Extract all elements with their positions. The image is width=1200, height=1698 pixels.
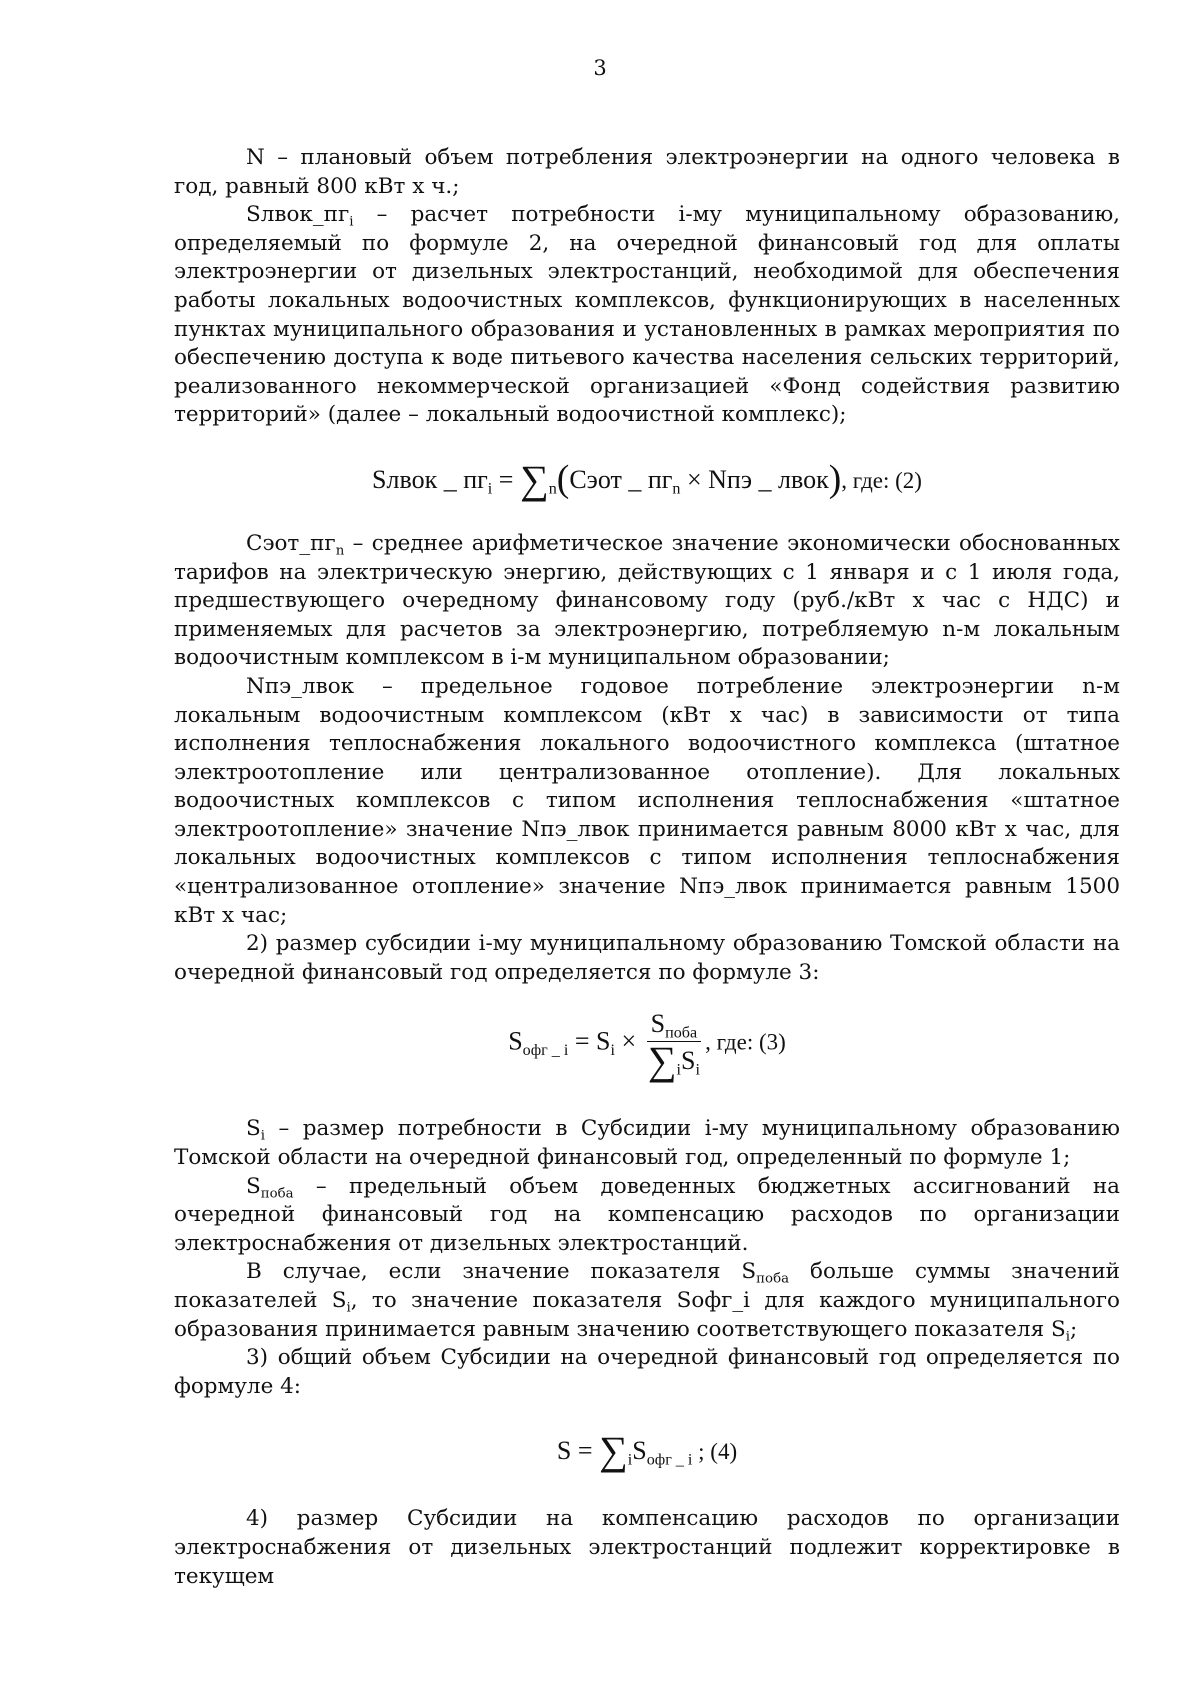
- formula-3-lhs-sub: офг _ i: [522, 1042, 569, 1060]
- formula-3-den-s: S: [681, 1046, 696, 1076]
- case-text-4: ;: [1069, 1316, 1078, 1342]
- formula-4-sum-sign: ∑: [599, 1428, 628, 1474]
- formula-4-sum-sub: i: [627, 1452, 633, 1470]
- paragraph-si-definition: [174, 1115, 1120, 1172]
- formula-3-num-s: S: [650, 1009, 666, 1039]
- formula-2-tail: , где: (2): [841, 467, 922, 493]
- formula-3-denominator: [647, 1038, 702, 1084]
- formula-3-tail: , где: (3): [705, 1029, 786, 1055]
- case-sub-2: i: [346, 1300, 351, 1316]
- document-body: [174, 144, 1120, 1591]
- case-sub-1: поба: [756, 1272, 790, 1288]
- formula-4-s-sub: офг _ i: [646, 1452, 693, 1470]
- slvok-symbol: Sлвок_пг: [246, 202, 350, 228]
- paragraph-item-3: 3) общий объем Субсидии на очередной финансовый год определяется по формуле 4:: [174, 1345, 1120, 1399]
- si-symbol-sub: i: [260, 1129, 265, 1145]
- paragraph-case: [174, 1258, 1120, 1344]
- formula-2-lhs-sub: i: [487, 480, 493, 498]
- formula-2-eq: =: [492, 464, 520, 494]
- formula-2-open-paren: (: [556, 457, 570, 500]
- formula-4-eq: =: [571, 1436, 600, 1466]
- formula-3-times: ×: [614, 1026, 643, 1056]
- formula-2-sum-sub: n: [548, 480, 557, 498]
- paragraph-item-2: 2) размер субсидии i-му муниципальному образованию Томской области на очередной финансовый год определяется по формуле 3:: [174, 931, 1120, 985]
- formula-3-den-s-sub: i: [695, 1062, 700, 1080]
- formula-4-lhs: S: [556, 1436, 572, 1466]
- formula-2: [174, 456, 1120, 502]
- formula-3-si: S: [596, 1026, 611, 1056]
- seot-symbol-sub: n: [335, 543, 345, 559]
- formula-3-fraction: [647, 1009, 702, 1084]
- formula-3-den-sum-sub: i: [676, 1062, 682, 1080]
- case-text-2: больше суммы значений показателей S: [174, 1259, 1120, 1313]
- formula-2-sum-sign: ∑: [519, 456, 549, 502]
- formula-3-eq: =: [568, 1026, 597, 1056]
- formula-3: [174, 1009, 1120, 1091]
- si-symbol: S: [246, 1116, 261, 1142]
- case-text-3: , то значение показателя Sофг_i для каждого муниципального образования принимается равным значению соответствующего показателя S: [174, 1288, 1120, 1342]
- formula-4: [174, 1428, 1120, 1474]
- page-number: 3: [593, 56, 607, 80]
- formula-2-lhs: Sлвок _ пг: [372, 464, 488, 494]
- formula-3-num-sub: поба: [665, 1025, 698, 1043]
- formula-2-term-a-sub: n: [672, 480, 681, 498]
- formula-2-term-b: Nпэ _ лвок: [708, 464, 829, 494]
- slvok-text: – расчет потребности i-му муниципальному образованию, определяемый по формуле 2, на очередной финансовый год для оплаты электроэнергии от дизельных электростанций, необходимой для обеспечения работы локальных водоочистных комплексов, функционирующих в населенных пунктах муниципального образования и установленных в рамках мероприятия по обеспечению доступа к воде питьевого качества населения сельских территорий, реализованного некоммерческой организацией «Фонд содействия развитию территорий» (далее – локальный водоочистной комплекс);: [174, 202, 1120, 428]
- spoba-symbol: S: [246, 1173, 261, 1199]
- paragraph-n-definition: N – плановый объем потребления электроэнергии на одного человека в год, равный 800 кВт х ч.;: [174, 145, 1120, 199]
- formula-3-si-sub: i: [610, 1042, 615, 1060]
- case-sub-3: i: [1065, 1329, 1070, 1345]
- paragraph-seot-definition: [174, 530, 1120, 673]
- formula-2-close-paren: ): [828, 457, 842, 500]
- spoba-symbol-sub: поба: [260, 1186, 294, 1202]
- formula-4-tail: ; (4): [692, 1439, 738, 1465]
- seot-symbol: Сэот_пг: [246, 530, 336, 556]
- formula-4-s: S: [632, 1436, 647, 1466]
- formula-3-den-sum: ∑: [647, 1038, 677, 1084]
- seot-text: – среднее арифметическое значение экономически обоснованных тарифов на электрическую энергию, действующих с 1 января и с 1 июля года, предшествующего очередному финансовому году (руб./кВт х час с НДС) и применяемых для расчетов за электроэнергию, потребляемую n-м локальным водоочистным комплексом в i-м муниципальном образовании;: [174, 530, 1120, 671]
- si-text: – размер потребности в Субсидии i-му муниципальному образованию Томской области на очередной финансовый год, определенный по формуле 1;: [174, 1116, 1120, 1171]
- paragraph-npe-definition: Nпэ_лвок – предельное годовое потребление электроэнергии n-м локальным водоочистным комплексом (кВт х час) в зависимости от типа исполнения теплоснабжения локального водоочистного комплекса (штатное электроотопление или централизованное отопление). Для локальных водоочистных комплексов с типом исполнения теплоснабжения «штатное электроотопление» значение Nпэ_лвок принимается равным 8000 кВт х час, для локальных водоочистных комплексов с типом исполнения теплоснабжения «централизованное отопление» значение Nпэ_лвок принимается равным 1500 кВт х час;: [174, 673, 1120, 928]
- formula-2-times: ×: [680, 464, 709, 494]
- formula-2-term-a: Cэот _ пг: [569, 464, 673, 494]
- paragraph-spoba-definition: [174, 1173, 1120, 1259]
- paragraph-slvok-definition: [174, 201, 1120, 430]
- slvok-symbol-sub: i: [349, 214, 354, 230]
- spoba-text: – предельный объем доведенных бюджетных ассигнований на очередной финансовый год на компенсацию расходов по организации электроснабжения от дизельных электростанций.: [174, 1173, 1120, 1256]
- paragraph-item-4: 4) размер Субсидии на компенсацию расходов по организации электроснабжения от дизельных электростанций подлежит корректировке в текущем: [174, 1506, 1120, 1589]
- formula-3-lhs: S: [508, 1026, 523, 1056]
- case-text-1: В случае, если значение показателя S: [246, 1259, 757, 1285]
